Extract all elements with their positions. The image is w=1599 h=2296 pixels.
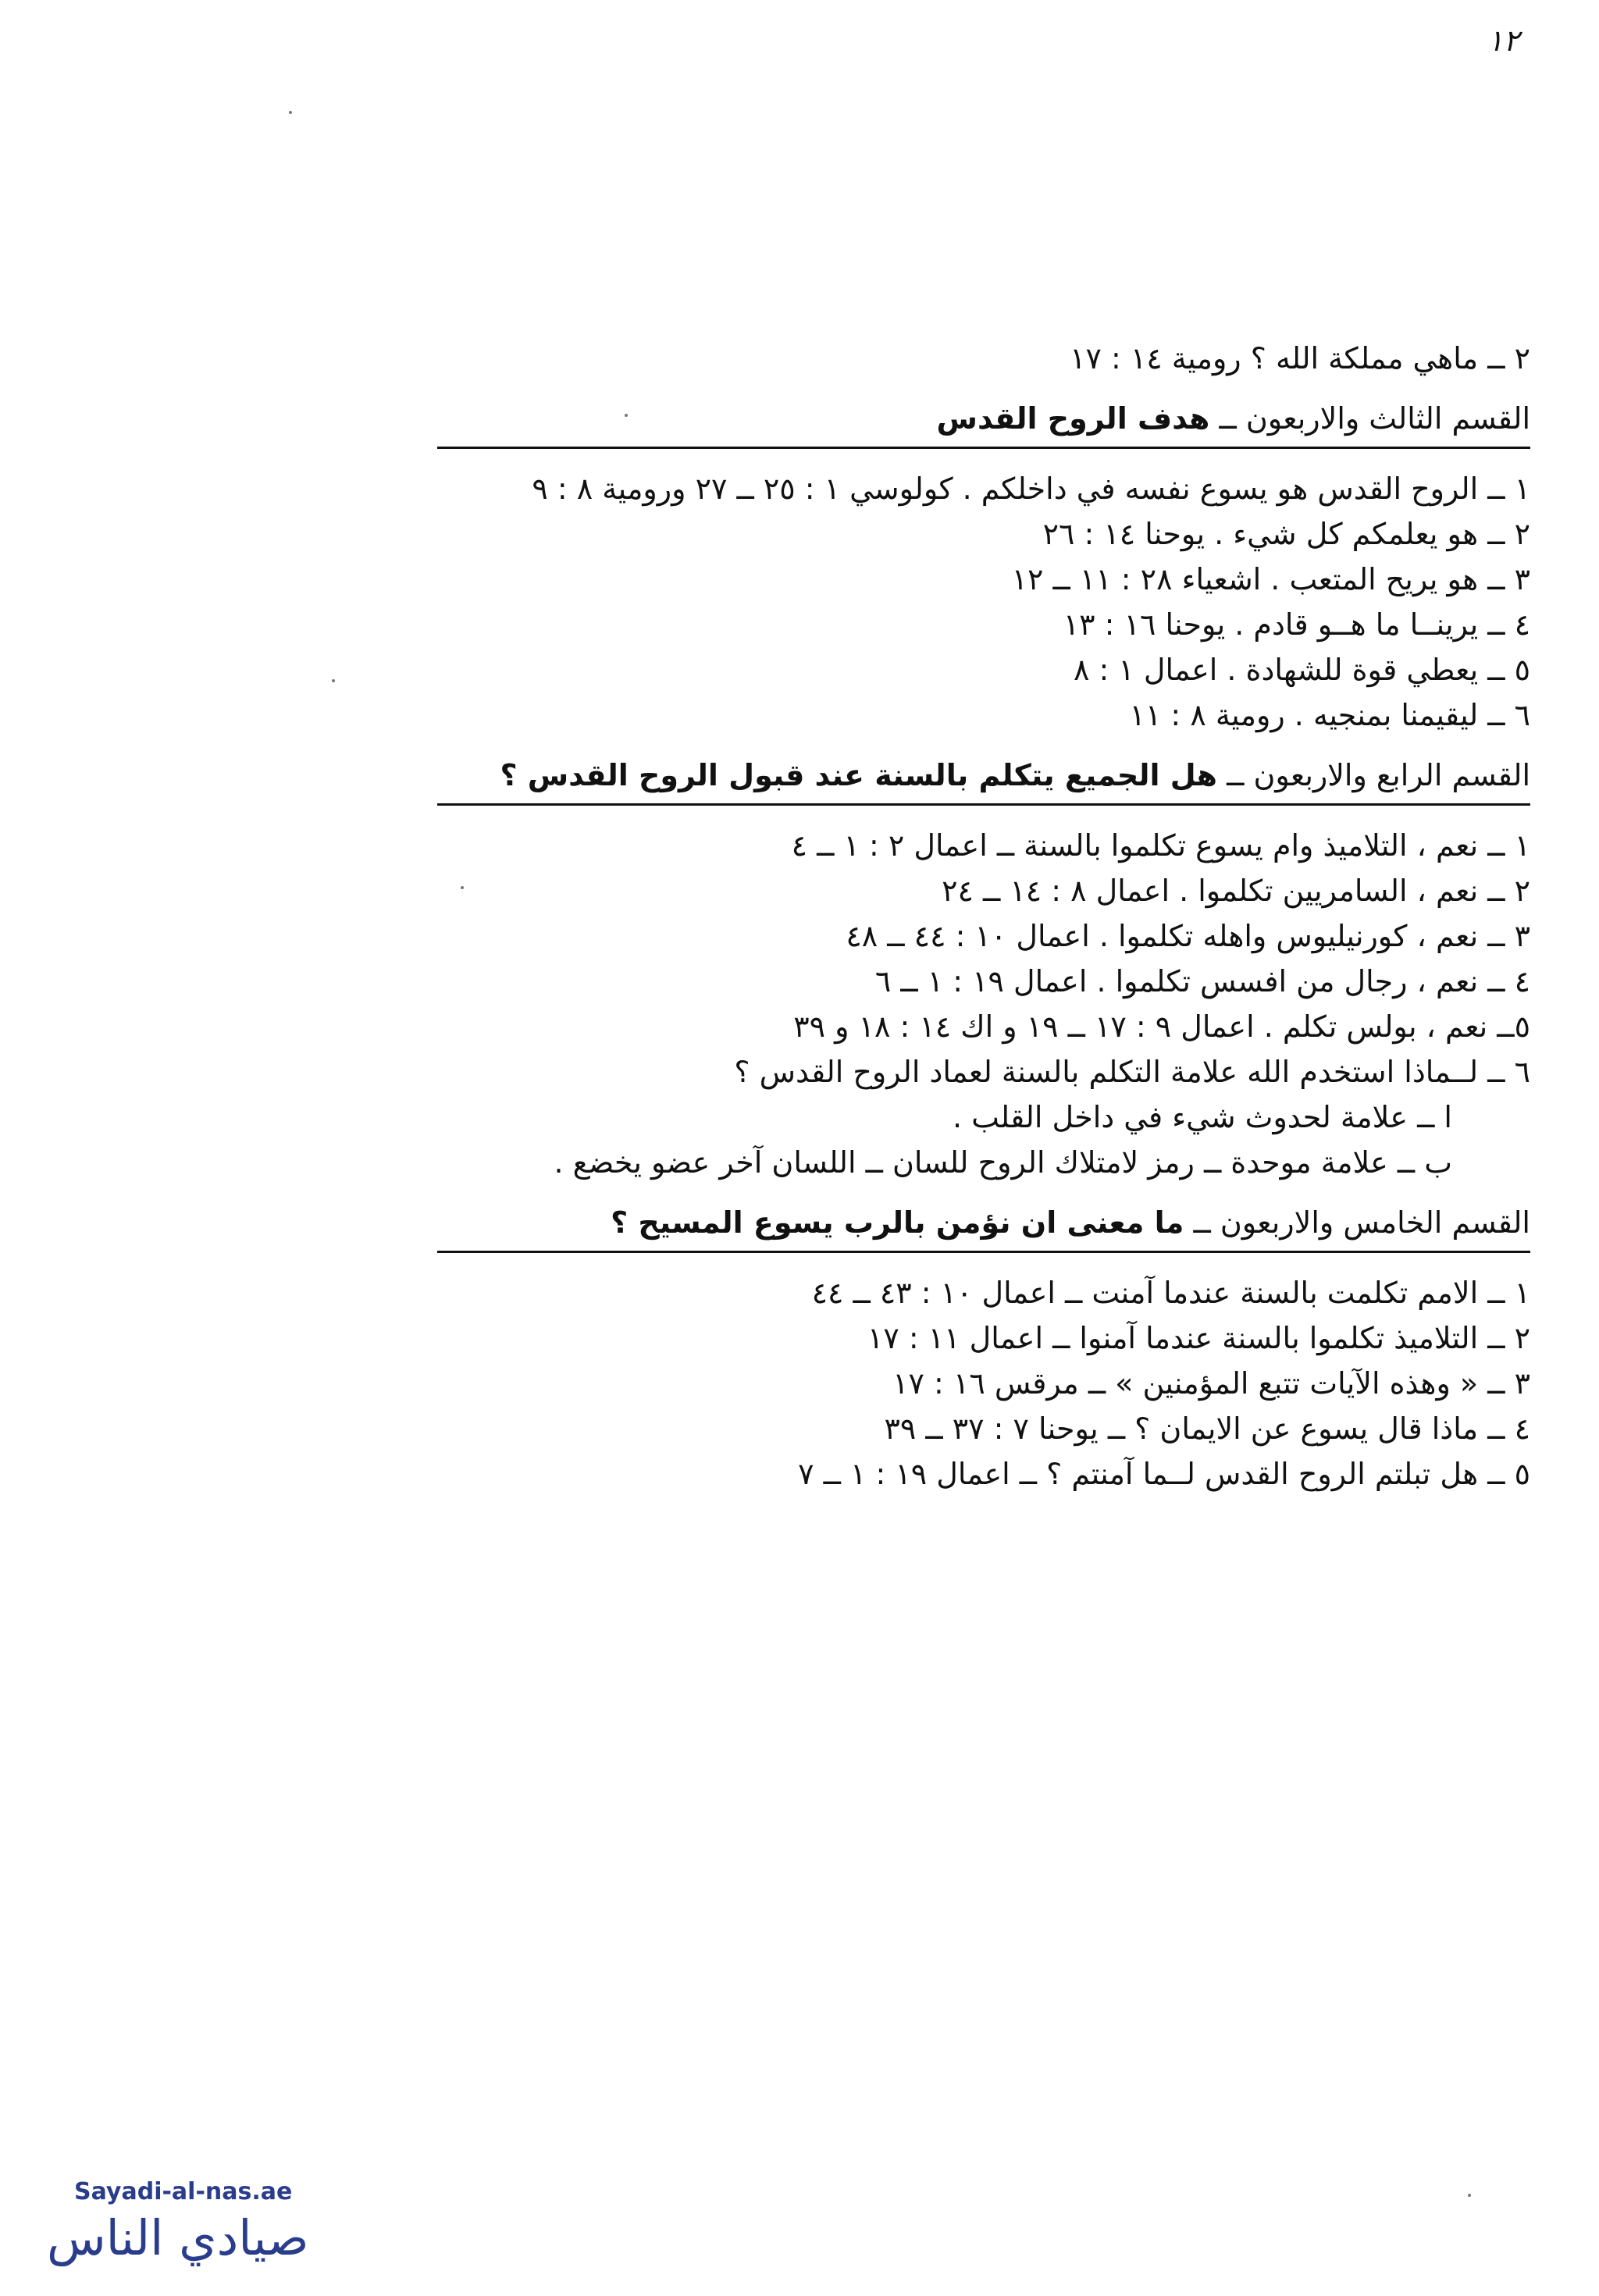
watermark-url: Sayadi-al-nas.ae <box>74 2178 293 2205</box>
page-number: ١٢ <box>1487 23 1519 58</box>
section-title: القسم الرابع والاربعون ــ <box>1227 758 1530 792</box>
watermark-logo: صيادي الناس <box>47 2209 309 2266</box>
list-item: ٣ ــ هو يريح المتعب . اشعياء ٢٨ : ١١ ــ ١٢ <box>1011 562 1530 596</box>
section-45-heading <box>437 1199 1530 1253</box>
list-item: ٢ ــ هو يعلمكم كل شيء . يوحنا ١٤ : ٢٦ <box>1042 517 1530 551</box>
section-44-heading <box>437 752 1530 806</box>
list-item: ٢ ــ نعم ، السامريين تكلموا . اعمال ٨ : ١٤ ــ ٢٤ <box>942 874 1530 908</box>
scan-speck <box>332 679 335 682</box>
top-line: ٢ ــ ماهي مملكة الله ؟ رومية ١٤ : ١٧ <box>1070 341 1530 376</box>
list-item: ٦ ــ ليقيمنا بمنجيه . رومية ٨ : ١١ <box>1129 698 1530 732</box>
list-item: ٤ ــ يرينــا ما هــو قادم . يوحنا ١٦ : ١٣ <box>1063 607 1530 642</box>
list-item: ٥ــ نعم ، بولس تكلم . اعمال ٩ : ١٧ ــ ١٩ و اك ١٤ : ١٨ و ٣٩ <box>793 1009 1530 1044</box>
section-subject: ما معنى ان نؤمن بالرب يسوع المسيح ؟ <box>611 1205 1184 1240</box>
sub-item: ب ــ علامة موحدة ــ رمز لامتلاك الروح للسان ــ اللسان آخر عضو يخضع . <box>554 1145 1452 1180</box>
sub-item: ا ــ علامة لحدوث شيء في داخل القلب . <box>952 1100 1452 1134</box>
list-item: ٥ ــ هل تبلتم الروح القدس لــما آمنتم ؟ ــ اعمال ١٩ : ١ ــ ٧ <box>798 1457 1530 1491</box>
list-item: ٤ ــ ماذا قال يسوع عن الايمان ؟ ــ يوحنا ٧ : ٣٧ ــ ٣٩ <box>884 1411 1530 1446</box>
list-item: ٥ ــ يعطي قوة للشهادة . اعمال ١ : ٨ <box>1074 653 1530 687</box>
list-item: ٣ ــ نعم ، كورنيليوس واهله تكلموا . اعمال ١٠ : ٤٤ ــ ٤٨ <box>846 919 1530 953</box>
section-title: القسم الثالث والاربعون ــ <box>1219 401 1530 436</box>
list-item: ١ ــ الروح القدس هو يسوع نفسه في داخلكم . كولوسي ١ : ٢٥ ــ ٢٧ ورومية ٨ : ٩ <box>532 472 1530 506</box>
scan-speck <box>1468 2194 1471 2197</box>
section-subject: هدف الروح القدس <box>936 401 1210 436</box>
list-item: ١ ــ الامم تكلمت بالسنة عندما آمنت ــ اعمال ١٠ : ٤٣ ــ ٤٤ <box>811 1276 1530 1310</box>
list-item: ٦ ــ لــماذا استخدم الله علامة التكلم بالسنة لعماد الروح القدس ؟ <box>734 1055 1530 1089</box>
document-body <box>437 336 1530 1497</box>
section-subject: هل الجميع يتكلم بالسنة عند قبول الروح القدس ؟ <box>500 758 1218 792</box>
section-43-heading <box>437 395 1530 449</box>
scan-speck <box>289 111 292 114</box>
scan-speck <box>461 886 464 889</box>
list-item: ٢ ــ التلاميذ تكلموا بالسنة عندما آمنوا ــ اعمال ١١ : ١٧ <box>867 1321 1530 1355</box>
section-title: القسم الخامس والاربعون ــ <box>1193 1205 1530 1240</box>
scan-speck <box>625 414 628 417</box>
list-item: ١ ــ نعم ، التلاميذ وام يسوع تكلموا بالسنة ــ اعمال ٢ : ١ ــ ٤ <box>791 828 1530 863</box>
list-item: ٣ ــ « وهذه الآيات تتبع المؤمنين » ــ مرقس ١٦ : ١٧ <box>892 1366 1530 1401</box>
list-item: ٤ ــ نعم ، رجال من افسس تكلموا . اعمال ١٩ : ١ ــ ٦ <box>874 964 1530 998</box>
